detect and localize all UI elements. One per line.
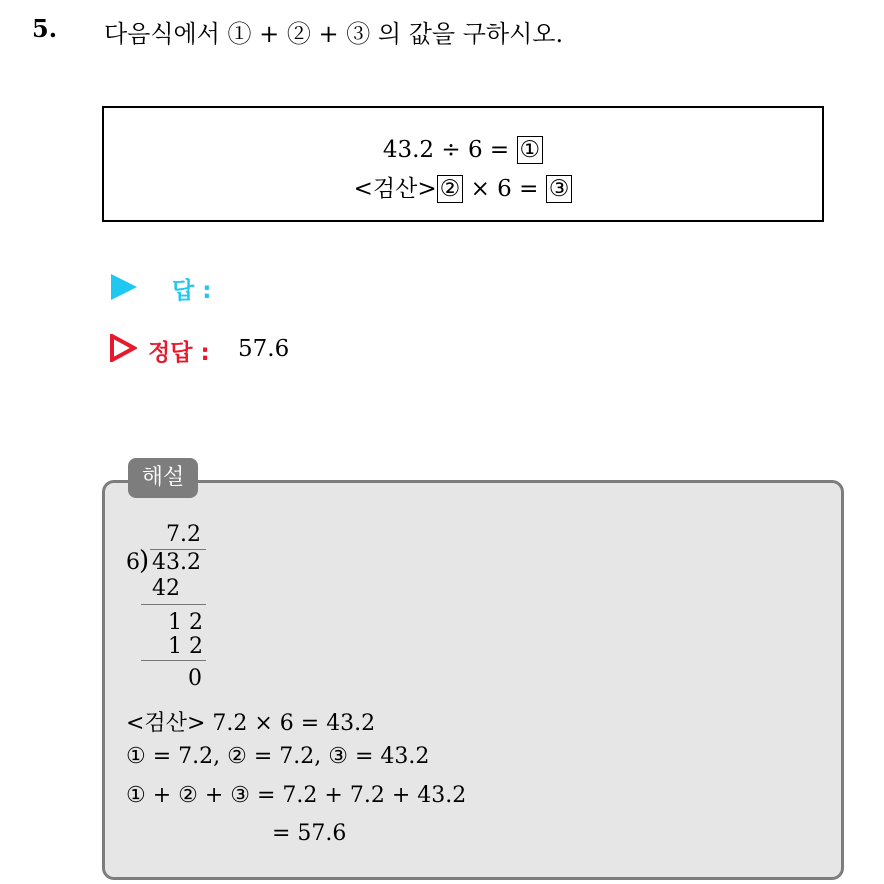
correct-answer-label: 정답 : [148,340,210,366]
division-remainder: 0 [188,666,202,691]
explanation-tag: 해설 [128,458,198,498]
division-step-1: 42 [152,576,180,601]
correct-answer-value: 57.6 [238,336,290,362]
division-rule-1 [141,604,206,605]
division-divisor: 6 [126,550,140,575]
check-prefix: <검산> [353,176,437,202]
check-line: <검산> 7.2 × 6 = 43.2 [126,711,376,736]
outline-triangle-icon [109,334,137,362]
division-bracket: ) [139,546,150,576]
equation-line-2 [104,170,822,203]
division-step-2b: 1 2 [168,634,203,659]
play-triangle-icon [111,274,137,300]
sum-line: ① + ② + ③ = 7.2 + 7.2 + 43.2 [126,783,467,808]
equation-2-mid: × 6 = [470,176,539,202]
blank-box-1: ① [517,136,544,164]
division-quotient: 7.2 [166,522,201,547]
explanation-panel [102,480,844,880]
division-step-2a: 1 2 [168,610,203,635]
answer-label: 답 : [172,278,212,304]
question-number: 5. [32,14,58,43]
equation-1-left: 43.2 ÷ 6 = [382,137,510,163]
equation-line-1 [104,136,822,164]
blank-box-3: ③ [546,175,573,203]
values-line: ① = 7.2, ② = 7.2, ③ = 43.2 [126,744,430,769]
division-dividend: 43.2 [152,550,201,575]
division-rule-2 [141,660,206,661]
problem-box [102,106,824,222]
blank-box-2: ② [437,175,464,203]
result-line: = 57.6 [272,821,347,846]
question-text: 다음식에서 ① + ② + ③ 의 값을 구하시오. [104,20,564,48]
